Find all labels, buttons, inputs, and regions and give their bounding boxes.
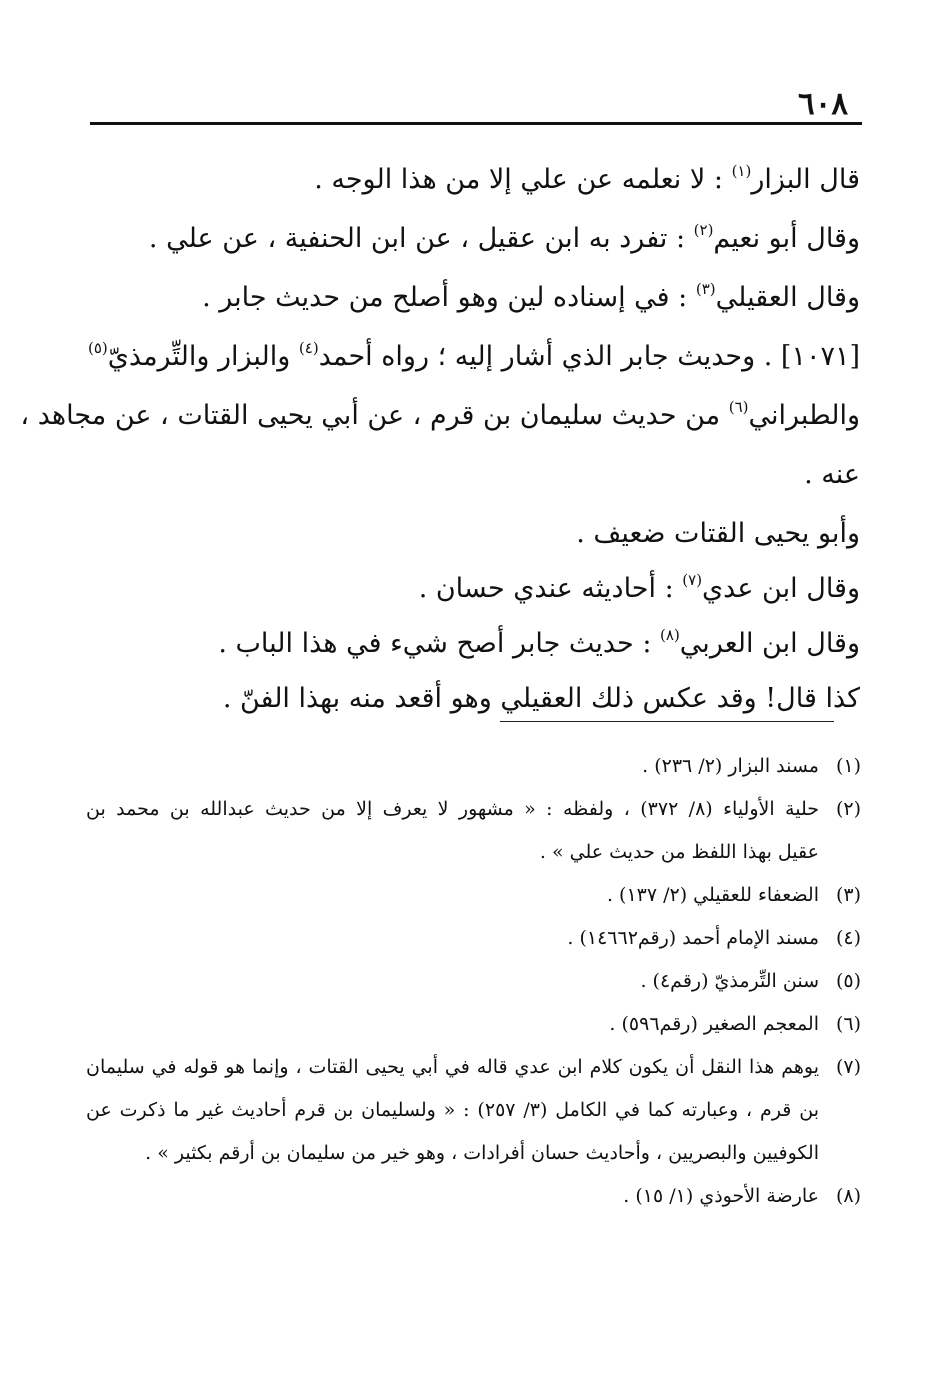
footnote-text: الكوفيين والبصريين ، وأحاديث حسان أفرادات ، وهو خير من سليمان بن أرقم بكثير » .	[145, 1142, 819, 1164]
main-line-4: [١٠٧١] . وحديث جابر الذي أشار إليه ؛ رواه أحمد$^{(٤)}$ والبزار والتِّرمذيّ$^{(٥)}$	[88, 339, 860, 372]
main-line-1: قال البزار$^{(١)}$ : لا نعلمه عن علي إلا من هذا الوجه .	[314, 162, 860, 195]
footnote-8	[86, 1175, 861, 1218]
main-line-9: وقال ابن العربي$^{(٨)}$ : حديث جابر أصح شيء في هذا الباب .	[218, 626, 860, 659]
footnote-text: الضعفاء للعقيلي (٢/ ١٣٧) .	[606, 884, 819, 906]
footnote-text: عقيل بهذا اللفظ من حديث علي » .	[539, 841, 819, 863]
footnote-ref-5: (٥)	[88, 339, 108, 357]
footnote-number: (٥)	[835, 970, 861, 992]
main-line-7: وأبو يحيى القتات ضعيف .	[576, 518, 860, 549]
footnote-number: (٨)	[835, 1185, 861, 1207]
footnote-ref-7: (٧)	[682, 571, 703, 589]
footnotes	[86, 745, 861, 1218]
main-line-8: وقال ابن عدي$^{(٧)}$ : أحاديثه عندي حسان .	[418, 571, 860, 604]
footnote-4	[86, 917, 861, 960]
footnote-ref-6: (٦)	[728, 398, 749, 416]
footnote-number: (٦)	[835, 1013, 861, 1035]
main-line-3: وقال العقيلي$^{(٣)}$ : في إسناده لين وهو أصلح من حديث جابر .	[202, 280, 860, 313]
footnote-1	[86, 745, 861, 788]
footnote-number: (١)	[835, 755, 861, 777]
footnote-number: (٣)	[835, 884, 861, 906]
main-line-6: عنه .	[804, 459, 860, 490]
footnote-7	[86, 1046, 861, 1175]
main-line-5: والطبراني$^{(٦)}$ من حديث سليمان بن قرم ، عن أبي يحيى القتات ، عن مجاهد ،	[20, 398, 860, 431]
footnote-5	[86, 960, 861, 1003]
footnote-separator	[500, 721, 834, 722]
footnote-2	[86, 788, 861, 874]
footnote-ref-8: (٨)	[660, 626, 680, 644]
footnote-number: (٤)	[835, 927, 861, 949]
footnote-ref-2: (٢)	[693, 221, 714, 239]
footnote-ref-1: (١)	[731, 162, 752, 180]
footnote-6	[86, 1003, 861, 1046]
main-text	[20, 152, 860, 726]
page-number: ٦٠٨	[798, 86, 848, 122]
footnote-text: بن قرم ، وعبارته كما في الكامل (٣/ ٢٥٧) : « ولسليمان بن قرم أحاديث غير ما ذكرت عن	[86, 1099, 820, 1121]
footnote-text: حلية الأولياء (٨/ ٣٧٢) ، ولفظه : « مشهور لا يعرف إلا من حديث عبدالله بن محمد بن	[86, 798, 819, 820]
footnote-3	[86, 874, 861, 917]
main-line-2: وقال أبو نعيم$^{(٢)}$ : تفرد به ابن عقيل ، عن ابن الحنفية ، عن علي .	[148, 221, 860, 254]
footnote-text: المعجم الصغير (رقم٥٩٦) .	[609, 1013, 819, 1035]
footnote-text: يوهم هذا النقل أن يكون كلام ابن عدي قاله في أبي يحيى القتات ، وإنما هو قوله في سليمان	[86, 1056, 819, 1078]
header-rule	[90, 122, 862, 125]
footnote-text: مسند البزار (٢/ ٢٣٦) .	[642, 755, 819, 777]
footnote-text: مسند الإمام أحمد (رقم١٤٦٦٢) .	[567, 927, 819, 949]
footnote-text: عارضة الأحوذي (١/ ١٥) .	[623, 1185, 819, 1207]
main-line-10: كذا قال! وقد عكس ذلك العقيلي وهو أقعد منه بهذا الفنّ .	[222, 683, 860, 714]
footnote-ref-4: (٤)	[298, 339, 319, 357]
footnote-number: (٧)	[835, 1056, 861, 1078]
footnote-ref-3: (٣)	[695, 280, 716, 298]
footnote-text: سنن التِّرمذيّ (رقم٤) .	[640, 970, 819, 992]
footnote-number: (٢)	[835, 798, 861, 820]
